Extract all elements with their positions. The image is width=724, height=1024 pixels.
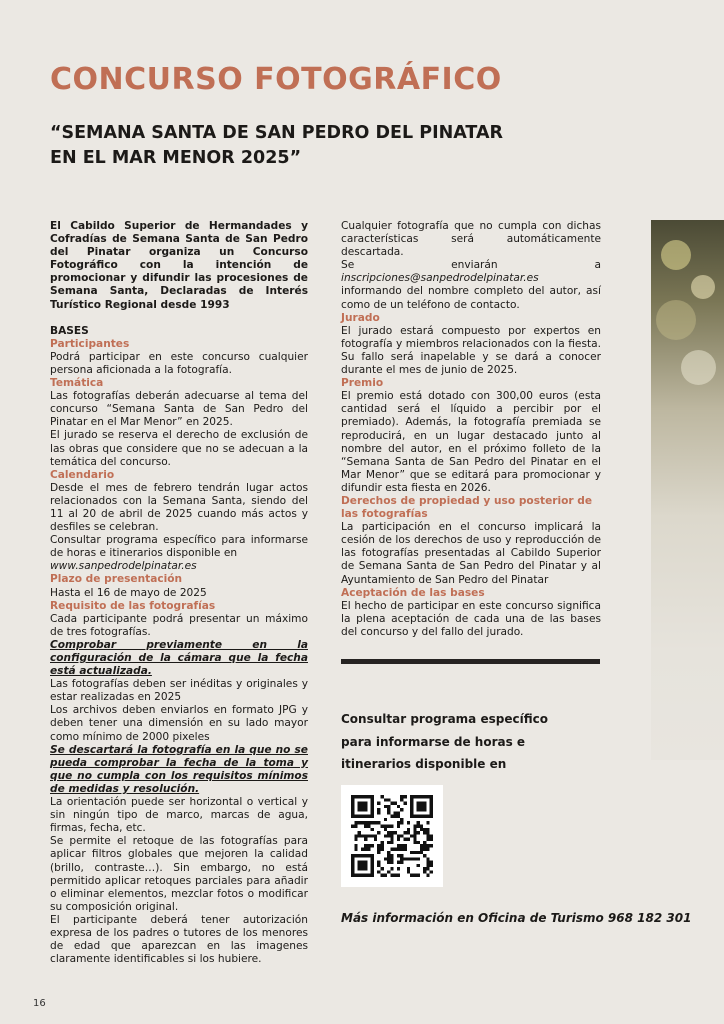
calendario-website: www.sanpedrodelpinatar.es [50,560,197,573]
calendario-text-1: Desde el mes de febrero tendrán lugar actos relacionados con la Semana Santa, siendo del 11 al 20 de abril de 2025 cuando más actos y desfiles se celebran. [50,481,308,534]
requisito-text-1: Cada participante podrá presentar un máximo de tres fotografías. [50,612,308,638]
premio-heading: Premio [341,377,384,390]
derechos-heading: Derechos de propiedad y uso posterior de las fotografías [341,494,593,521]
aceptacion-heading: Aceptación de las bases [341,586,485,599]
jurado-text: El jurado estará compuesto por expertos en fotografía y miembros relacionados con la fiesta. Su fallo será inapelable y se dará a conocer durante el mes de junio de 2025. [341,324,601,377]
bases-heading: BASES [50,324,89,337]
consult-program-note [341,708,601,776]
page-title: CONCURSO FOTOGRÁFICO [50,62,502,97]
requisito-text-5: Se permite el retoque de las fotografías para aplicar filtros globales que mejoren la calidad (brillo, contraste…). Sin embargo, no está permitido aplicar retoques parciales para añadir o eliminar elementos, mezclar fotos o modificar su composición original. [50,835,308,913]
submission-email: inscripciones@sanpedrodelpinatar.es [341,272,539,285]
requisito-text-4: La orientación puede ser horizontal o vertical y sin ningún tipo de marco, marcas de agua, firmas, fecha, etc. [50,796,308,835]
qr-code[interactable] [341,785,443,887]
consult-line-3: itinerarios disponible en [341,757,507,771]
requisito-warning-2: Se descartará la fotografía en la que no se pueda comprobar la fecha de la toma y que no cumpla con los requisitos mínimos de medidas y resolución. [50,743,308,795]
requisito-warning-1: Comprobar previamente en la configuración de la cámara que la fecha está actualizada. [50,638,308,678]
subtitle-line-1: “SEMANA SANTA DE SAN PEDRO DEL PINATAR [50,123,504,143]
submission-pre: Se enviarán a [341,259,601,272]
page-number: 16 [33,998,46,1009]
requisito-heading: Requisito de las fotografías [50,599,216,612]
plazo-heading: Plazo de presentación [50,573,183,586]
consult-line-2: para informarse de horas e [341,734,526,749]
participantes-heading: Participantes [50,337,130,350]
qr-code-icon [351,795,433,877]
bokeh-light-1 [661,240,691,270]
submission-post: informando del nombre completo del autor, así como de un teléfono de contacto. [341,285,601,311]
aceptacion-text: El hecho de participar en este concurso significa la plena aceptación de cada una de las bases del concurso y del fallo del jurado. [341,599,601,638]
bokeh-light-4 [681,350,716,385]
decorative-photo [651,220,724,760]
discard-text: Cualquier fotografía que no cumpla con dichas características será automáticamente descartada. [341,220,601,259]
divider-bar [341,659,600,664]
bokeh-light-3 [656,300,696,340]
right-column [341,220,601,639]
calendario-heading: Calendario [50,468,115,481]
participantes-text: Podrá participar en este concurso cualquier persona aficionada a la fotografía. [50,350,308,376]
submission-text [341,259,601,311]
requisito-text-6: El participante deberá tener autorización expresa de los padres o tutores de los menores de edad que aparezcan en las imagenes claramente identificables si los hubiere. [50,913,308,966]
premio-text: El premio está dotado con 300,00 euros (esta cantidad será el líquido a percibir por el premiado). Además, la fotografía premiada se reproducirá, en un lugar destacado junto al nombre del autor, en el próximo folleto de la “Semana Santa de San Pedro del Pinatar en el Mar Menor” que se editará para promocionar y difundir esta fiesta en 2026. [341,390,601,494]
derechos-text: La participación en el concurso implicará la cesión de los derechos de uso y reproducción de las fotografías presentadas al Cabildo Superior de Semana Santa de San Pedro del Pinatar y al Ayuntamiento de San Pedro del Pinatar [341,521,601,586]
page-subtitle [50,121,550,171]
tematica-text-1: Las fotografías deberán adecuarse al tema del concurso “Semana Santa de San Pedro del Pinatar en el Mar Menor” en 2025. [50,390,308,429]
tematica-text-2: El jurado se reserva el derecho de exclusión de las obras que considere que no se adecuan a la temática del concurso. [50,429,308,468]
requisito-text-3: Los archivos deben enviarlos en formato JPG y deben tener una dimensión en su lado mayor como mínimo de 2000 pixeles [50,704,308,743]
requisito-text-2: Las fotografías deben ser inéditas y originales y estar realizadas en 2025 [50,678,308,704]
intro-paragraph: El Cabildo Superior de Hermandades y Cofradías de Semana Santa de San Pedro del Pinatar organiza un Concurso Fotográfico con la intención de promocionar y difundir las procesiones de Semana Santa, Declaradas de Interés Turístico Regional desde 1993 [50,220,308,311]
plazo-text: Hasta el 16 de mayo de 2025 [50,586,207,599]
calendario-text-2: Consultar programa específico para informarse de horas e itinerarios disponible en [50,534,308,560]
subtitle-line-2: EN EL MAR MENOR 2025” [50,148,302,168]
left-column [50,220,308,966]
bokeh-light-2 [691,275,715,299]
tematica-heading: Temática [50,377,104,390]
consult-line-1: Consultar programa específico [341,712,548,726]
jurado-heading: Jurado [341,311,380,324]
tourism-office-info: Más información en Oficina de Turismo 968 182 301 [341,911,692,925]
